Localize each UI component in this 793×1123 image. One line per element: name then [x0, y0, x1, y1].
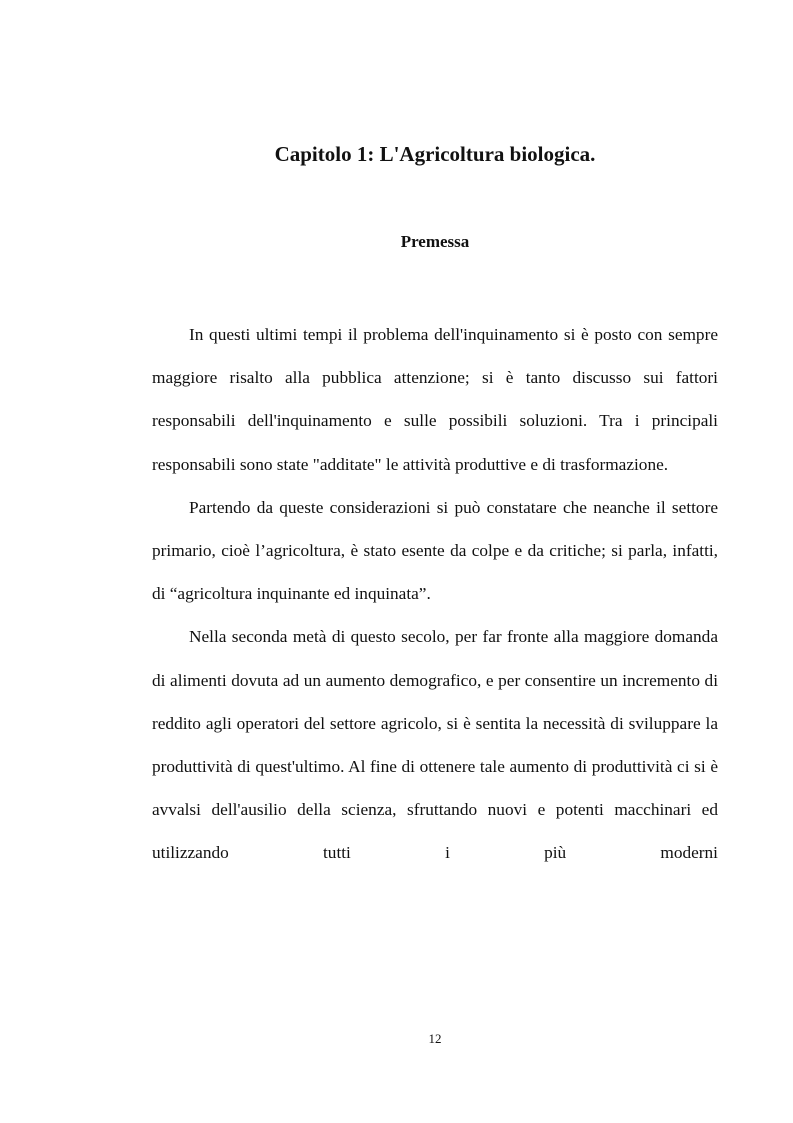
page-number: 12 [428, 1031, 442, 1046]
paragraph: Nella seconda metà di questo secolo, per far fronte alla maggiore domanda di alimenti dovuta ad un aumento demografico, e per consentire un incremento di reddito agli operatori del settore agricolo, si è sentita la necessità di sviluppare la produttività di quest'ultimo. Al fine di ottenere tale aumento di produttività ci si è avvalsi dell'ausilio della scienza, sfruttando nuovi e potenti macchinari ed utilizzando tutti i più moderni [152, 627, 718, 863]
paragraph: In questi ultimi tempi il problema dell'inquinamento si è posto con sempre maggiore risalto alla pubblica attenzione; si è tanto discusso sui fattori responsabili dell'inquinamento e sulle possibili soluzioni. Tra i principali responsabili sono state "additate" le attività produttive e di trasformazione. [152, 325, 718, 474]
body-text [152, 313, 718, 875]
chapter-title: Capitolo 1: L'Agricoltura biologica. [274, 142, 596, 166]
section-title: Premessa [400, 232, 470, 251]
paragraph: Partendo da queste considerazioni si può constatare che neanche il settore primario, cioè l’agricoltura, è stato esente da colpe e da critiche; si parla, infatti, di “agricoltura inquinante ed inquinata”. [152, 497, 718, 604]
